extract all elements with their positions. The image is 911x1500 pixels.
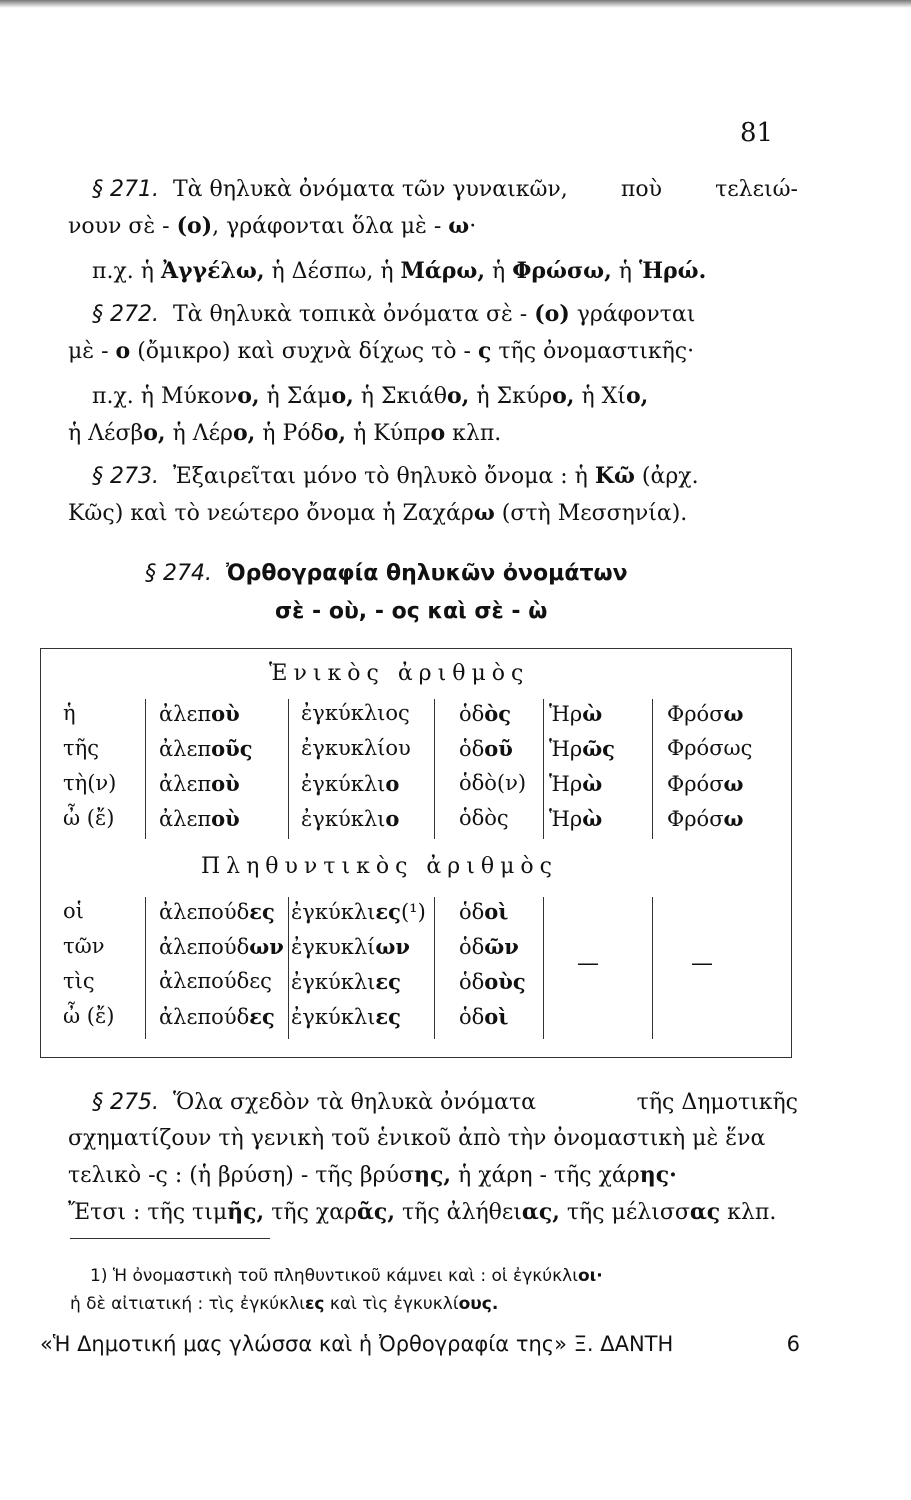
text-run: ων [375,934,410,959]
alepou-singular [159,701,240,726]
plural-caption: Πληθυντικὸς ἀριθμὸς [201,854,558,879]
s275-line-2 [68,1121,798,1157]
text-run: ως [723,736,753,760]
section-275 [68,1085,798,1231]
section-271 [68,172,798,290]
text-run: ἡ Δέσπω, ἡ [264,259,401,284]
footer-sheet-number: 6 [786,1332,800,1356]
article-plural: ὦ (ἔ) [63,1004,115,1028]
text-run: ἡ χάρη - τῆς χάρ [451,1163,640,1188]
text-run: ς [477,338,492,364]
article-plural: τὶς [63,969,95,993]
text-run: ω [448,213,470,239]
text-run: ἀλεπ [159,702,212,726]
text-run: (ὄμικρο) καὶ συχνὰ δίχως τὸ - [130,339,478,364]
text-run: οὶ [484,899,509,924]
text-run: ων [249,934,284,959]
text-run: ες [249,1004,275,1029]
text-run: ἐγκύκλι [301,807,386,831]
text-run: κλπ. [720,1200,777,1225]
text-run: Ἔτσι : τῆς τιμ [68,1200,228,1225]
text-run: Φρόσ [667,772,724,796]
text-run: ες [375,899,401,924]
text-run: ω [473,500,495,526]
text-run: ας [689,1199,721,1225]
s272-line-4 [68,415,798,452]
text-run: ὁδ [459,970,485,994]
text-run: οὺ [211,806,240,831]
text-run: ο, [237,383,260,409]
text-run: ὁδ [459,935,485,959]
footer-title: «Ἡ Δημοτική μας γλώσσα καὶ ἡ Ὀρθογραφία της» Ξ. ΔΑΝΤΗ [40,1332,674,1356]
text-run: ὼ [582,806,603,831]
text-run: τῆς Δημοτικῆς [636,1090,798,1115]
text-run: τῆς ἀλήθει [394,1200,522,1225]
enkyklios-singular [301,806,399,831]
s271-number: § 271. [92,177,159,202]
s275-number: § 275. [92,1090,159,1115]
text-run: ἀλεπ [159,772,212,796]
article-singular: ἡ [63,701,76,725]
text-run: τῆς μέλισσ [559,1200,690,1225]
text-run: ες [249,899,275,924]
alepou-singular [159,771,240,796]
text-run: οι· [577,1266,603,1286]
s275-line-3 [68,1157,798,1194]
enkyklios-plural [291,1004,401,1029]
odos-plural [459,1004,508,1029]
text-run: Φρόσ [667,807,724,831]
text-run: ῆς, [227,1199,265,1225]
text-run: ἡ Χί [574,384,626,409]
text-run: ὁδ [459,900,485,924]
text-run: (ο) [534,301,570,327]
iro-singular [549,701,602,726]
text-run: σχηματίζουν τὴ γενικὴ τοῦ ἑνικοῦ ἀπὸ τὴν ὀνομαστικὴ μὲ ἕνα [68,1126,766,1151]
froso-singular [667,806,744,831]
footnote-line-1 [70,1262,820,1290]
text-run: Μάρω, [400,258,486,284]
text-run: ο, [143,420,166,446]
text-run: ο, [552,383,575,409]
iro-singular [549,806,602,831]
s275-line-4 [68,1194,798,1231]
enkyklios-plural [291,969,401,994]
iro-singular [549,771,602,796]
odos-plural [459,969,526,994]
text-run: ἐγκύκλιος [301,701,410,725]
text-run: ο, [331,383,354,409]
alepou-plural [159,969,272,993]
text-run: Ὅλα σχεδὸν τὰ θηλυκὰ ὀνόματα [172,1090,536,1115]
enkyklios-singular [301,771,399,796]
text-run: ῶς [582,736,615,761]
text-run: Κῶ [594,463,635,489]
text-run: ἀλεπούδες [159,969,272,993]
text-run: ὁδ [459,702,485,726]
text-run: Ἡρ [549,737,583,761]
text-run: ῶν [484,934,519,959]
text-run: ἐγκύκλι [291,900,376,924]
text-run: ἀλεπ [159,807,212,831]
odos-singular [459,736,513,761]
article-singular: ὦ (ἔ) [63,806,115,830]
text-run: (στὴ Μεσσηνία). [494,501,688,526]
text-run: ους. [458,1294,499,1314]
text-run: καὶ τὶς ἐγκυκλί [324,1294,459,1314]
s273-line-2 [68,495,798,532]
alepou-singular [159,736,253,761]
text-run: ω [723,806,744,831]
text-run: ποὺ [620,177,662,202]
text-run: ω [723,771,744,796]
section-272 [68,296,798,452]
alepou-plural [159,1004,275,1029]
froso-plural-dash: — [691,951,713,976]
text-run: Ἡρ [549,702,583,726]
text-run: ἡ [611,259,639,284]
page-number: 81 [740,118,774,148]
text-run: κλπ. [445,421,502,446]
s272-number: § 272. [92,302,159,327]
text-run: τῆς χαρ [264,1200,357,1225]
text-run: Φρόσ [667,736,724,760]
text-run: ἐγκύκλι [301,772,386,796]
alepou-singular [159,806,240,831]
section-273 [68,458,798,532]
text-run: ὁδ [459,737,485,761]
text-run: ης, [413,1162,452,1188]
text-run: Φρώσω, [512,258,612,284]
text-run: γράφονται [569,302,696,327]
footnote-line-2 [70,1290,800,1318]
odos-singular [459,701,511,726]
s275-line-1 [68,1085,798,1121]
section-274-heading [145,555,785,631]
text-run: (ο) [176,213,213,239]
text-run: ο [115,338,131,364]
odos-singular [459,771,526,795]
froso-singular [667,771,744,796]
text-run: τελικὸ -ς : (ἡ βρύση) - τῆς βρύσ [68,1163,414,1188]
text-run: μὲ - [68,339,116,364]
enkyklios-plural [291,899,426,924]
iro-singular [549,736,615,761]
s274-title-line-2: σὲ - οὺ, - ος καὶ σὲ - ὼ [275,599,548,624]
text-run: Κῶς) καὶ τὸ νεώτερο ὄνομα ἡ Ζαχάρ [68,501,474,526]
text-run: ὁδ [459,1005,485,1029]
s272-line-2 [68,333,798,370]
s273-line-1 [68,458,798,495]
text-run: ο, [447,383,470,409]
text-run: Ἀγγέλω, [160,258,265,284]
text-run: ὼ [582,771,603,796]
text-run: ἡ [485,259,513,284]
text-run: ἐγκυκλί [291,935,376,959]
text-run: ας, [521,1199,560,1225]
text-run: ἐγκύκλι [291,1005,376,1029]
text-run: (¹) [400,900,426,924]
text-run: νουν σὲ - [68,214,177,239]
text-run: ἡ Κύπρ [346,421,431,446]
text-run: Ἐξαιρεῖται μόνο τὸ θηλυκὸ ὄνομα : ἡ [172,464,595,489]
alepou-plural [159,899,275,924]
s271-line-2 [68,208,798,245]
s271-line-1 [68,172,798,208]
text-run: τῆς ὀνομαστικῆς· [491,339,695,364]
s272-line-1 [68,296,798,333]
alepou-plural [159,934,284,959]
text-run: ἡ δὲ αἰτιατική : τὶς ἐγκύκλι [70,1294,305,1314]
text-run: Ἡρώ. [638,258,707,284]
s271-line-3 [68,253,798,290]
text-run: οὺ [211,701,240,726]
text-run: ο, [323,420,347,446]
text-run: ἀλεπούδ [159,935,250,959]
s274-title-line-1: Ὀρθογραφία θηλυκῶν ὀνομάτων [225,561,628,586]
singular-caption: Ἑνικὸς ἀριθμὸς [269,661,530,686]
article-plural: τῶν [63,934,105,958]
text-run: οὺς [484,969,526,994]
declension-table [40,648,792,1058]
text-run: ἡ Λέρ [165,421,233,446]
text-run: ὁδὸς [459,806,509,830]
text-run: οὺ [211,771,240,796]
text-run: ἡ Ρόδ [255,421,324,446]
text-run: ἐγκύκλι [291,970,376,994]
text-run: ης· [639,1162,677,1188]
text-run: Ἡρ [549,807,583,831]
footnote-rule [70,1238,270,1239]
article-plural: οἱ [63,899,84,923]
froso-singular [667,736,752,760]
text-run: ω [723,701,744,726]
text-run: ἐγκυκλίου [301,736,411,760]
text-run: ἡ Σάμ [259,384,332,409]
text-run: ες [375,969,401,994]
text-run: (ἀρχ. [634,464,699,489]
text-run: ο, [232,420,256,446]
text-run: π.χ. ἡ [92,259,161,284]
text-run: ο, [625,383,649,409]
text-run: π.χ. ἡ Μύκον [92,384,238,409]
page-footer [40,1332,800,1356]
enkyklios-plural [291,934,410,959]
text-run: ὼ [582,701,603,726]
text-run: · [469,214,477,239]
text-run: Φρόσ [667,702,724,726]
text-run: 1) Ἡ ὀνομαστικὴ τοῦ πληθυντικοῦ κάμνει καὶ : οἱ ἐγκύκλι [90,1266,578,1286]
s274-number: § 274. [145,561,212,586]
text-run: ὁδὸ(ν) [459,771,527,795]
article-singular: τὴ(ν) [63,771,117,795]
text-run: Τὰ θηλυκὰ τοπικὰ ὀνόματα σὲ - [172,302,535,327]
scan-top-edge [0,0,911,8]
text-run: ες [304,1294,325,1314]
text-run: ἀλεπούδ [159,1005,250,1029]
text-run: τελειώ- [715,177,798,202]
iro-plural-dash: — [577,951,599,976]
text-run: ἡ Σκύρ [469,384,553,409]
text-run: ο [385,806,400,831]
text-run: ο [385,771,400,796]
text-run: ὸς [484,701,512,726]
odos-singular [459,806,509,830]
text-run: Ἡρ [549,772,583,796]
text-run: ες [375,1004,401,1029]
article-singular: τῆς [63,736,99,760]
s272-line-3 [68,378,798,415]
text-run: , γράφονται ὅλα μὲ - [212,214,449,239]
text-run: ἡ Λέσβ [68,421,144,446]
text-run: ο [430,420,446,446]
text-run: ἀλεπούδ [159,900,250,924]
text-run: οῦς [211,736,253,761]
enkyklios-singular [301,736,411,760]
text-run: Τὰ θηλυκὰ ὀνόματα τῶν γυναικῶν, [172,177,568,202]
s273-number: § 273. [92,464,159,489]
text-run: ἀλεπ [159,737,212,761]
text-run: ᾶς, [357,1199,395,1225]
odos-plural [459,899,508,924]
enkyklios-singular [301,701,410,725]
froso-singular [667,701,744,726]
text-run: ἡ Σκιάθ [353,384,447,409]
text-run: οῦ [484,736,513,761]
text-run: οὶ [484,1004,509,1029]
odos-plural [459,934,519,959]
